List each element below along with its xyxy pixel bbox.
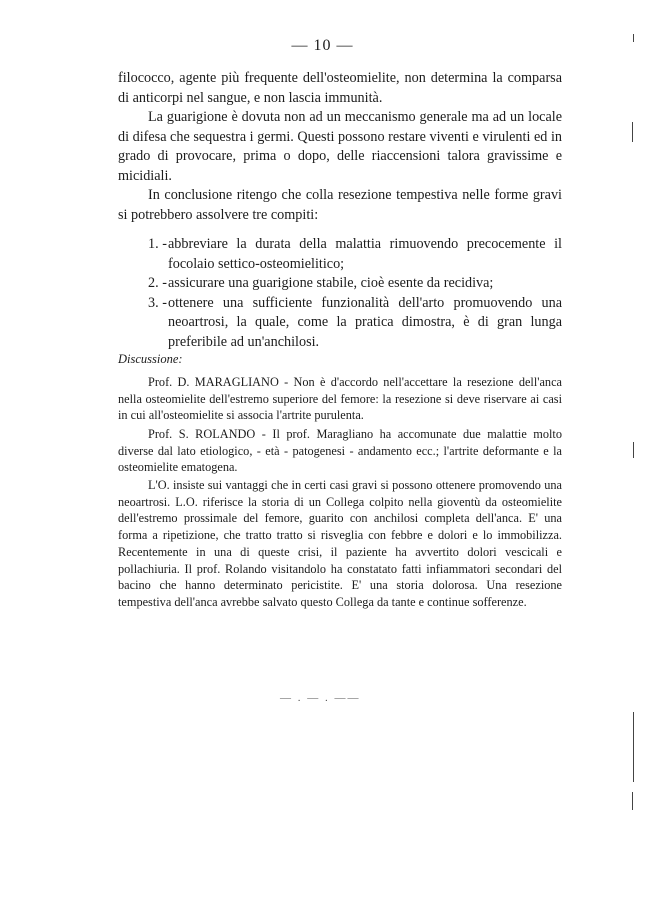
scan-edge-mark (632, 122, 633, 142)
tasks-list (118, 235, 562, 352)
list-item-number: 2. - (148, 275, 167, 291)
list-item-number: 1. - (148, 236, 167, 252)
discussion-paragraph-2 (118, 426, 562, 476)
list-item (118, 274, 562, 294)
discussion-heading: Discussione: (118, 352, 183, 366)
list-item-number: 3. - (148, 294, 167, 311)
body-paragraph-2: La guarigione è dovuta non ad un meccanismo generale ma ad un locale di difesa che sequestra i germi. Questi possono restare viventi e virulenti ed in grado di provocare, prima o dopo, delle riaccensioni talora gravissime e micidiali. (118, 109, 562, 184)
list-item-text: ottenere una sufficiente funzionalità dell'arto promuovendo una neoartrosi, la quale, come la pratica dimostra, è di gran lunga preferibile ad un'anchilosi. (168, 294, 562, 350)
discussion-text: L'O. insiste sui vantaggi che in certi casi gravi si possono ottenere promovendo una neoartrosi. L.O. riferisce la storia di un Collega colpito nella gioventù da osteomielite dell'estremo prossimale del femore, guarito con anchilosi completa dell'anca. E' una forma a ripetizione, che tratto tratto si risveglia con febbre e dolori e lo immobilizza. Recentemente in una di queste crisi, il paziente ha avvertito dolori vescicali e pollachiuria. Il prof. Rolando visitandolo ha constatato fatti infiammatori secondari del bacino che hanno determinato pericistite. E' una storia dolorosa. Una resezione tempestiva dell'anca avrebbe salvato questo Collega da tante e continue sofferenze. (118, 478, 562, 609)
body-paragraph-3: In conclusione ritengo che colla resezione tempestiva nelle forme gravi si potrebbero assolvere tre compiti: (118, 187, 562, 223)
scan-edge-mark (633, 34, 634, 42)
section-divider: — . — . —— (280, 692, 361, 704)
discussion-paragraph-1 (118, 374, 562, 424)
body-paragraph-1: filococco, agente più frequente dell'osteomielite, non determina la comparsa di anticorpi nel sangue, e non lascia immunità. (118, 70, 562, 106)
discussion-text: Prof. D. MARAGLIANO - Non è d'accordo nell'accettare la resezione dell'anca nella osteomielite dell'estremo superiore del femore: la resezione si deve riservare ai casi in cui all'osteomielite si associa l'artrite purulenta. (118, 375, 562, 423)
body-text (118, 69, 562, 352)
list-item (118, 235, 562, 274)
scan-edge-mark (633, 442, 634, 458)
list-item (118, 294, 562, 353)
discussion-text: Prof. S. ROLANDO - Il prof. Maragliano ha accomunate due malattie molto diverse dal lato etiologico, - età - patogenesi - andamento ecc.; l'artrite deformante e la osteomielite ematogena. (118, 427, 562, 475)
scan-edge-mark (633, 712, 634, 782)
list-item-text: abbreviare la durata della malattia rimuovendo precocemente il focolaio settico-osteomielitico; (168, 236, 562, 272)
scan-edge-mark (632, 792, 633, 810)
page-number: — 10 — (291, 37, 354, 54)
discussion-paragraph-3 (118, 477, 562, 611)
list-item-text: assicurare una guarigione stabile, cioè esente da recidiva; (168, 275, 494, 291)
